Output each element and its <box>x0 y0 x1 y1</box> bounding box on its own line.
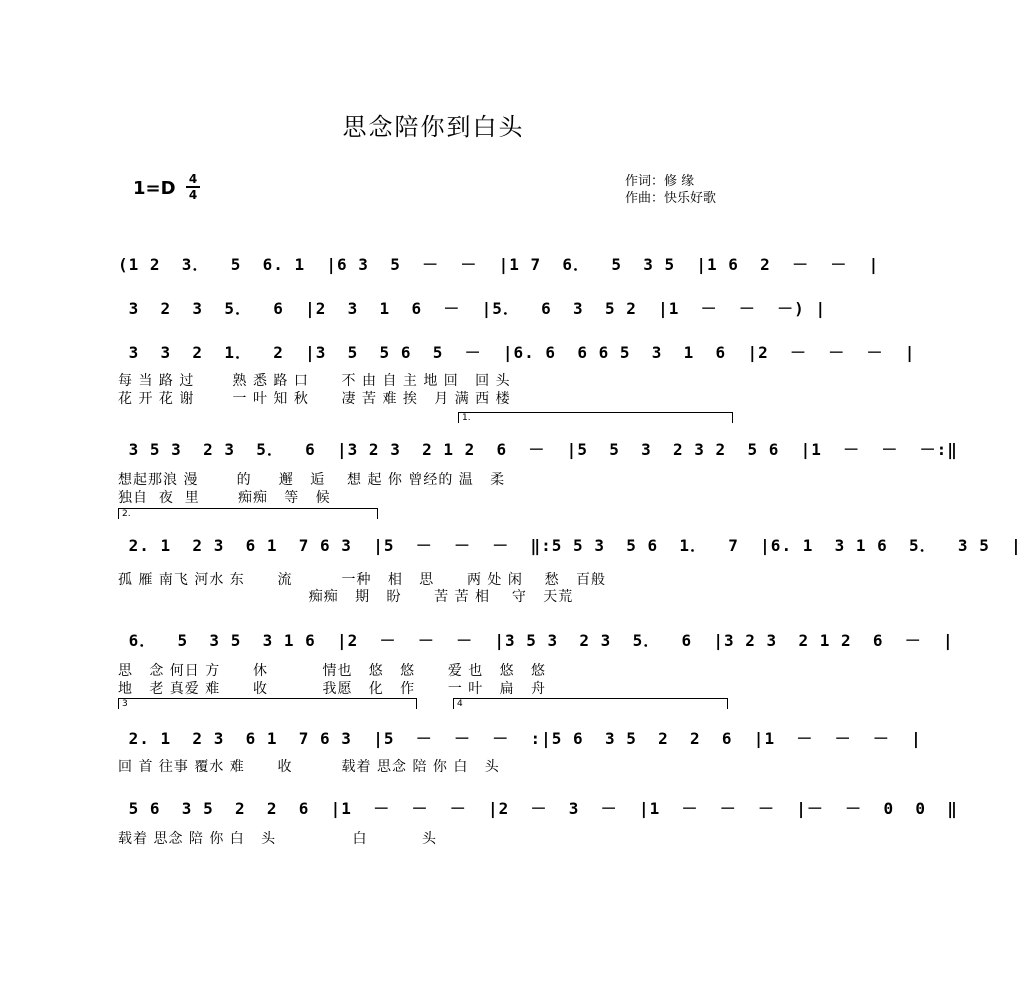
lyrics-line-3a: 每 当 路 过 熟 悉 路 口 不 由 自 主 地 回 回 头 <box>118 373 511 389</box>
lyrics-line-5a: 孤 雁 南飞 河水 东 流 一种 相 思 两 处 闲 愁 百般 <box>118 572 607 588</box>
lyrics-line-6a: 思 念 何日 方 休 情也 悠 悠 爱 也 悠 悠 <box>118 663 547 679</box>
time-signature-bottom: 4 <box>188 187 198 202</box>
key-signature: 1=D <box>133 178 176 199</box>
lyrics-line-4a: 想起那浪 漫 的 邂 逅 想 起 你 曾经的 温 柔 <box>118 472 506 488</box>
volta-3: 3 <box>118 698 417 709</box>
notation-line-5: 2. 1 2 3 6 1 7 6 3 |5 － － － ‖:5 5 3 5 6 1． 7 |6. 1 3 1 6 5． 3 5 | <box>118 536 1022 555</box>
notation-line-6: 6． 5 3 5 3 1 6 |2 － － － |3 5 3 2 3 5． 6 |3 2 3 2 1 2 6 － | <box>118 631 954 650</box>
notation-line-3: 3 3 2 1． 2 |3 5 5 6 5 － |6. 6 6 6 5 3 1 6 |2 － － － | <box>118 343 916 362</box>
lyrics-line-6b: 地 老 真爱 难 收 我愿 化 作 一 叶 扁 舟 <box>118 681 547 697</box>
score-line-4 <box>0 437 958 506</box>
score-line-2 <box>0 296 867 336</box>
score-line-8 <box>0 796 958 847</box>
time-signature <box>186 173 200 201</box>
notation-line-2: 3 2 3 5． 6 |2 3 1 6 － |5． 6 3 5 2 |1 － － －) | <box>118 299 827 318</box>
notation-line-8: 5 6 3 5 2 2 6 |1 － － － |2 － 3 － |1 － － － |－ － 0 0 ‖ <box>118 799 958 818</box>
score-line-6 <box>0 628 954 697</box>
lyrics-line-3b: 花 开 花 谢 一 叶 知 秋 凄 苦 难 挨 月 满 西 楼 <box>118 391 511 407</box>
lyricist-credit: 作词：修 缘 <box>625 174 695 189</box>
song-title: 思念陪你到白头 <box>342 113 525 141</box>
composer-credit: 作曲：快乐好歌 <box>625 191 717 206</box>
notation-line-4: 3 5 3 2 3 5． 6 |3 2 3 2 1 2 6 － |5 5 3 2 3 2 5 6 |1 － － －:‖ <box>118 440 958 459</box>
score-line-1 <box>0 252 880 292</box>
notation-line-7: 2. 1 2 3 6 1 7 6 3 |5 － － － :|5 6 3 5 2 2 6 |1 － － － | <box>118 729 922 748</box>
score-line-3 <box>0 340 916 407</box>
volta-2: 2. <box>118 508 378 519</box>
time-signature-top: 4 <box>188 172 198 186</box>
score-line-5 <box>0 533 1022 605</box>
lyrics-line-5b: 痴痴 期 盼 苦 苦 相 守 天荒 <box>118 589 574 605</box>
volta-1: 1. <box>458 412 733 423</box>
lyrics-line-7a: 回 首 往事 覆水 难 收 载着 思念 陪 你 白 头 <box>118 759 500 775</box>
score-line-7 <box>0 726 922 775</box>
notation-line-1: (1 2 3． 5 6. 1 |6 3 5 － － |1 7 6． 5 3 5 |1 6 2 － － | <box>118 255 880 274</box>
lyrics-line-4b: 独自 夜 里 痴痴 等 候 <box>118 490 331 506</box>
volta-4: 4 <box>453 698 728 709</box>
lyrics-line-8a: 载着 思念 陪 你 白 头 白 头 <box>118 831 437 847</box>
